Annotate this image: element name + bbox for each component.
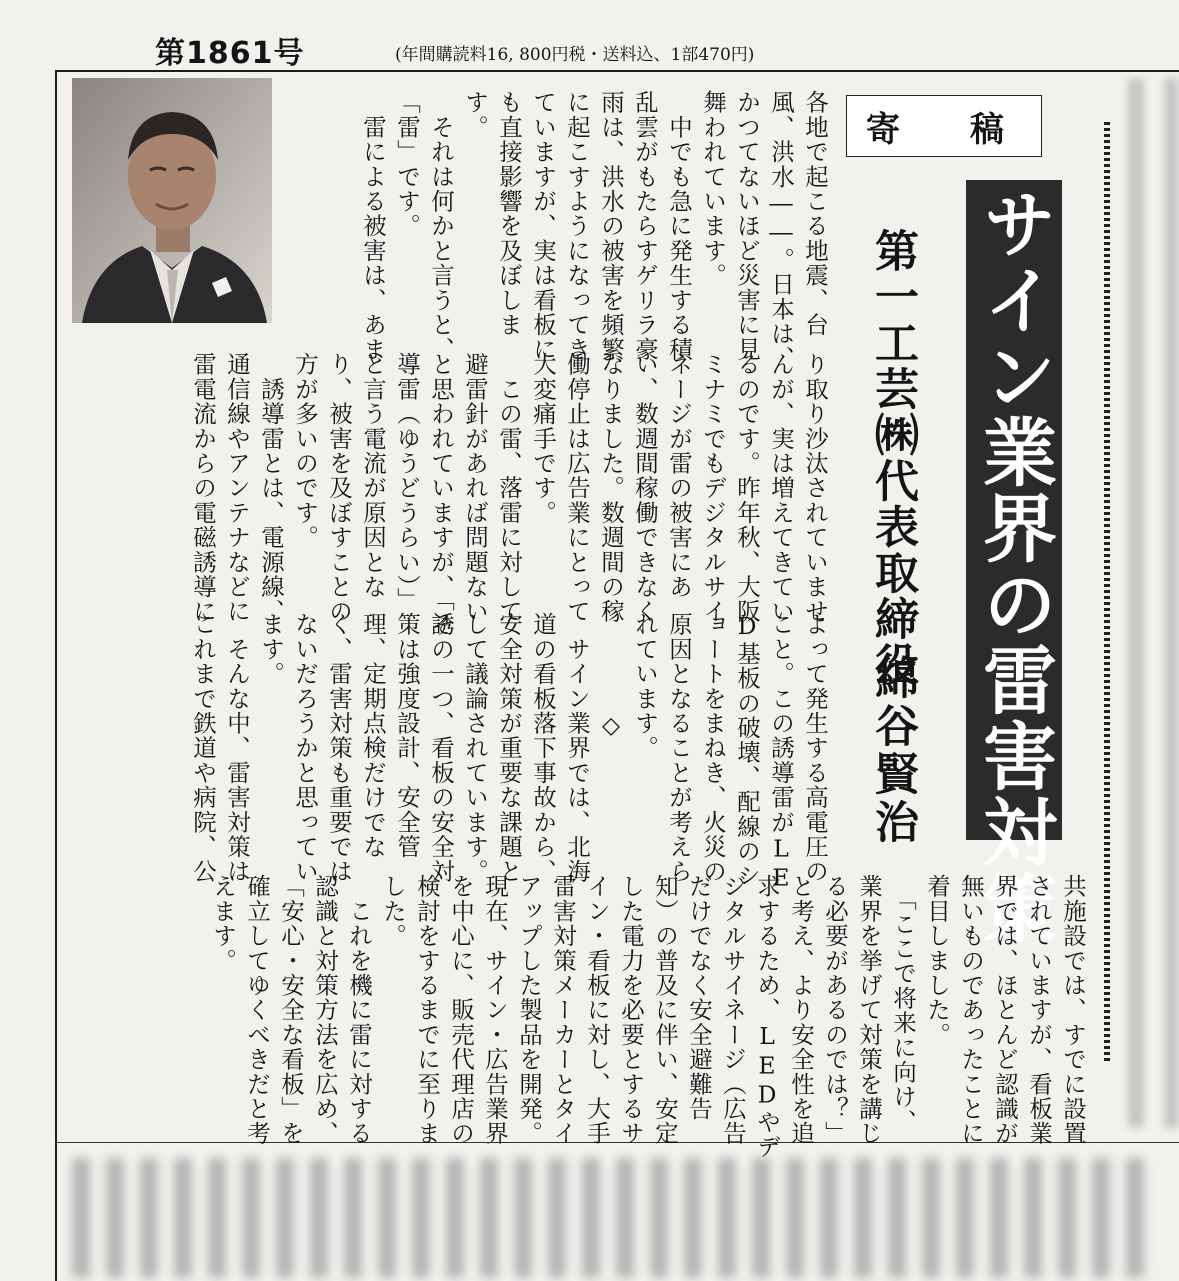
contribution-label: 寄 稿 bbox=[846, 95, 1042, 157]
byline-company: 第一工芸㈱代表取締役 bbox=[867, 228, 918, 688]
portrait-photo bbox=[72, 78, 272, 323]
frame-left-rule bbox=[55, 70, 57, 1281]
article-body-tier-2: り取り沙汰されていませ んが、実は増えてきてい るのです。昨年秋、大阪 ミナミでもデジタルサイ ネージが雷の被害にあ い、数週間稼働できなく なりました。数週間の稼 働停止は広告業にとって 大変痛手です。 この雷、落雷に対して 避雷針があれば問題ない と思われていますが、「誘 導雷（ゆうどうらい）」 と言う電流が原因とな り、被害を及ぼすことの 方が多いのです。 誘導雷とは、電源線、 通信線やアンテナなどに 雷電流からの電磁誘導に bbox=[189, 352, 829, 637]
article-body-tier-1: 各地で起こる地震、台 風、洪水――。日本は、 かつてないほど災害に見 舞われています。 中でも急に発生する積 乱雲がもたらすゲリラ豪 雨は、洪水の被害を頻繁 に起こすようになってき ていますが、実は看板に も直接影響を及ぼしま す。 それは何かと言うと、 「雷」です。 雷による被害は、あま bbox=[359, 90, 829, 371]
blurred-adjacent-article bbox=[1118, 78, 1179, 1128]
article-body-tier-4: 共施設では、すでに設置 されていますが、看板業 界では、ほとんど認識が 無いものであったことに 着目しました。 「ここで将来に向け、 業界を挙げて対策を講じ る必要があるのでは？」 と考え、より安全性を追 求するため、LEDやデ ジタルサイネージ（広告 だけでなく安全避難告 知）の普及に伴い、安定 した電力を必要とするサ イン・看板に対し、大手 雷害対策メーカーとタイ アップした製品を開発。 現在、サイン・広告業界 を中心に、販売代理店の 検討をするまでに至りま した。 これを機に雷に対する 認識と対策方法を広め、 「安心・安全な看板」を 確立してゆくべきだと考 えます。 bbox=[209, 874, 1087, 1160]
issue-number: 第1861号 bbox=[155, 36, 305, 71]
frame-top-rule bbox=[55, 70, 1179, 72]
blurred-lower-article bbox=[62, 1150, 1179, 1281]
byline-name: 綿谷賢治 bbox=[867, 655, 918, 847]
portrait-icon bbox=[72, 78, 272, 323]
subscription-price: (年間購読料16, 800円税・送料込、1部470円) bbox=[395, 45, 755, 65]
dotted-divider bbox=[1104, 122, 1110, 1062]
article-body-tier-3: よって発生する高電圧の こと。この誘導雷がLE D基板の破壊、配線のシ ョートをまねき、火災の 原因となることが考えら れています。 ◇ サイン業界では、北海 道の看板落下事故から、 安全対策が重要な課題と して議論されています。 その一つ、看板の安全対 策は強度設計、安全管 理、定期点検だけでな く、雷害対策も重要では ないだろうかと思ってい ます。 そんな中、雷害対策は これまで鉄道や病院、公 bbox=[189, 612, 829, 893]
headline: サイン業界の雷害対策 bbox=[971, 186, 1057, 946]
